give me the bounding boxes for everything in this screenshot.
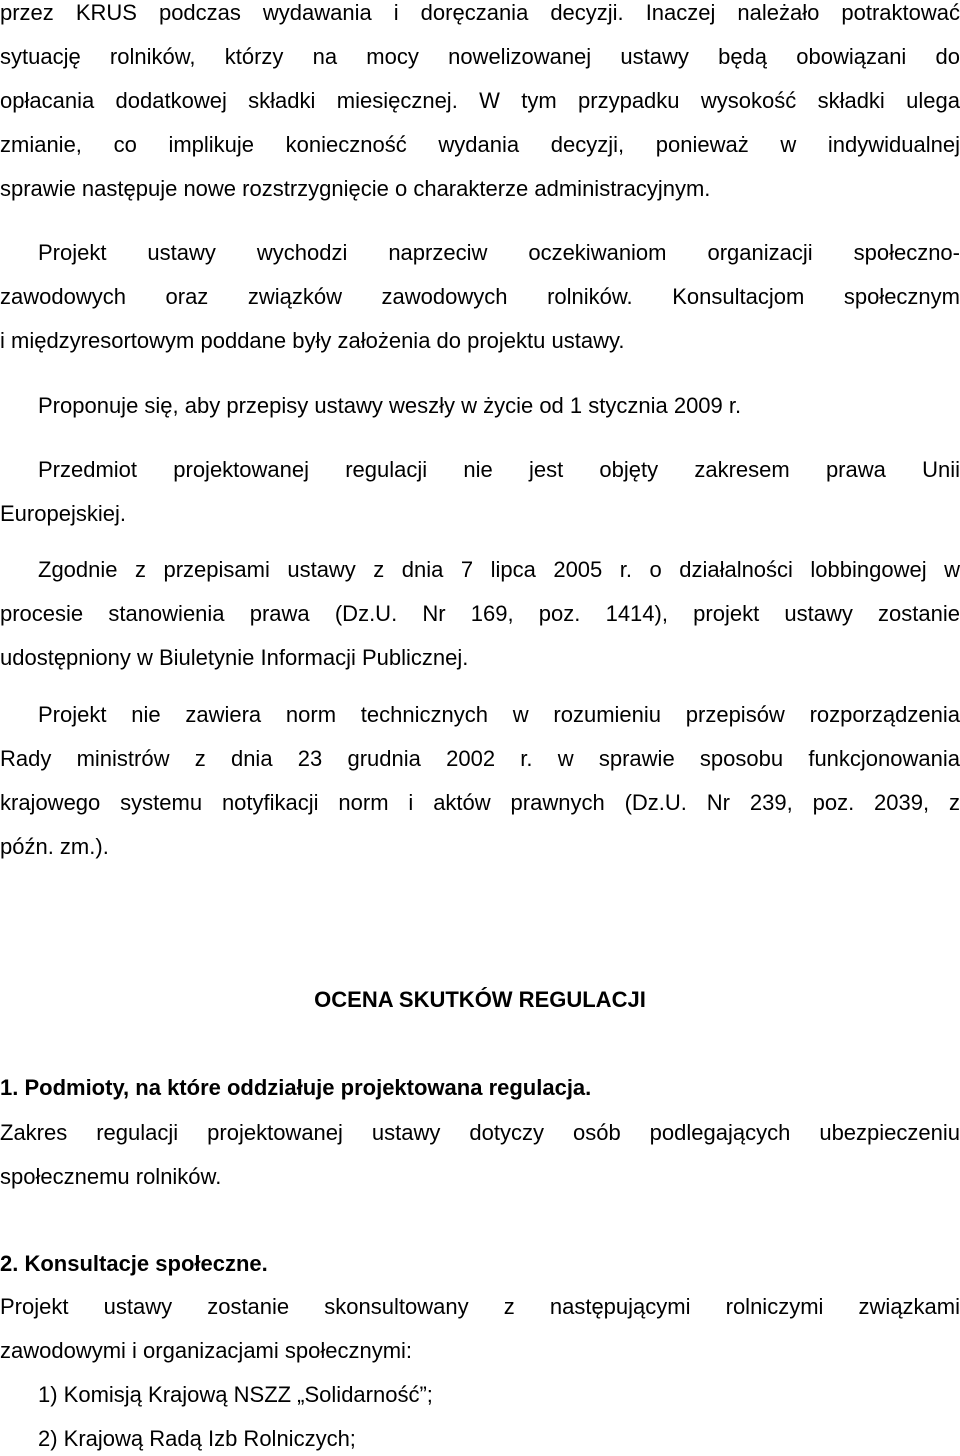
section-2-heading: 2. Konsultacje społeczne. — [0, 1251, 268, 1276]
text-line: przez KRUS podczas wydawania i doręczania decyzji. Inaczej należało potraktować — [0, 0, 960, 25]
text-line: Projekt nie zawiera norm technicznych w rozumieniu przepisów rozporządzenia — [38, 702, 960, 727]
text-line: zmianie, co implikuje konieczność wydania decyzji, ponieważ w indywidualnej — [0, 132, 960, 157]
text-line: społecznemu rolników. — [0, 1164, 222, 1189]
text-line: procesie stanowienia prawa (Dz.U. Nr 169, poz. 1414), projekt ustawy zostanie — [0, 601, 960, 626]
text-line: opłacania dodatkowej składki miesięcznej. W tym przypadku wysokość składki ulega — [0, 88, 960, 113]
list-item: 1) Komisją Krajową NSZZ „Solidarność”; — [38, 1382, 433, 1407]
list-item: 2) Krajową Radą Izb Rolniczych; — [38, 1426, 356, 1451]
text-line: Przedmiot projektowanej regulacji nie jest objęty zakresem prawa Unii — [38, 457, 960, 482]
text-line: krajowego systemu notyfikacji norm i aktów prawnych (Dz.U. Nr 239, poz. 2039, z — [0, 790, 960, 815]
text-line: późn. zm.). — [0, 834, 109, 859]
text-line: Projekt ustawy zostanie skonsultowany z następującymi rolniczymi związkami — [0, 1294, 960, 1319]
text-line: sytuację rolników, którzy na mocy nowelizowanej ustawy będą obowiązani do — [0, 44, 960, 69]
text-line: i międzyresortowym poddane były założenia do projektu ustawy. — [0, 328, 625, 353]
text-line: Europejskiej. — [0, 501, 126, 526]
text-line: zawodowymi i organizacjami społecznymi: — [0, 1338, 413, 1363]
text-line: Rady ministrów z dnia 23 grudnia 2002 r. w sprawie sposobu funkcjonowania — [0, 746, 960, 771]
text-line: Projekt ustawy wychodzi naprzeciw oczekiwaniom organizacji społeczno- — [38, 240, 960, 265]
section-title: OCENA SKUTKÓW REGULACJI — [314, 987, 646, 1012]
text-line: Proponuje się, aby przepisy ustawy weszły w życie od 1 stycznia 2009 r. — [38, 393, 742, 418]
text-line: Zgodnie z przepisami ustawy z dnia 7 lipca 2005 r. o działalności lobbingowej w — [38, 557, 960, 582]
text-line: Zakres regulacji projektowanej ustawy dotyczy osób podlegających ubezpieczeniu — [0, 1120, 960, 1145]
text-line: sprawie następuje nowe rozstrzygnięcie o charakterze administracyjnym. — [0, 176, 711, 201]
text-line: zawodowych oraz związków zawodowych rolników. Konsultacjom społecznym — [0, 284, 960, 309]
section-1-heading: 1. Podmioty, na które oddziałuje projektowana regulacja. — [0, 1075, 592, 1100]
text-line: udostępniony w Biuletynie Informacji Publicznej. — [0, 645, 469, 670]
